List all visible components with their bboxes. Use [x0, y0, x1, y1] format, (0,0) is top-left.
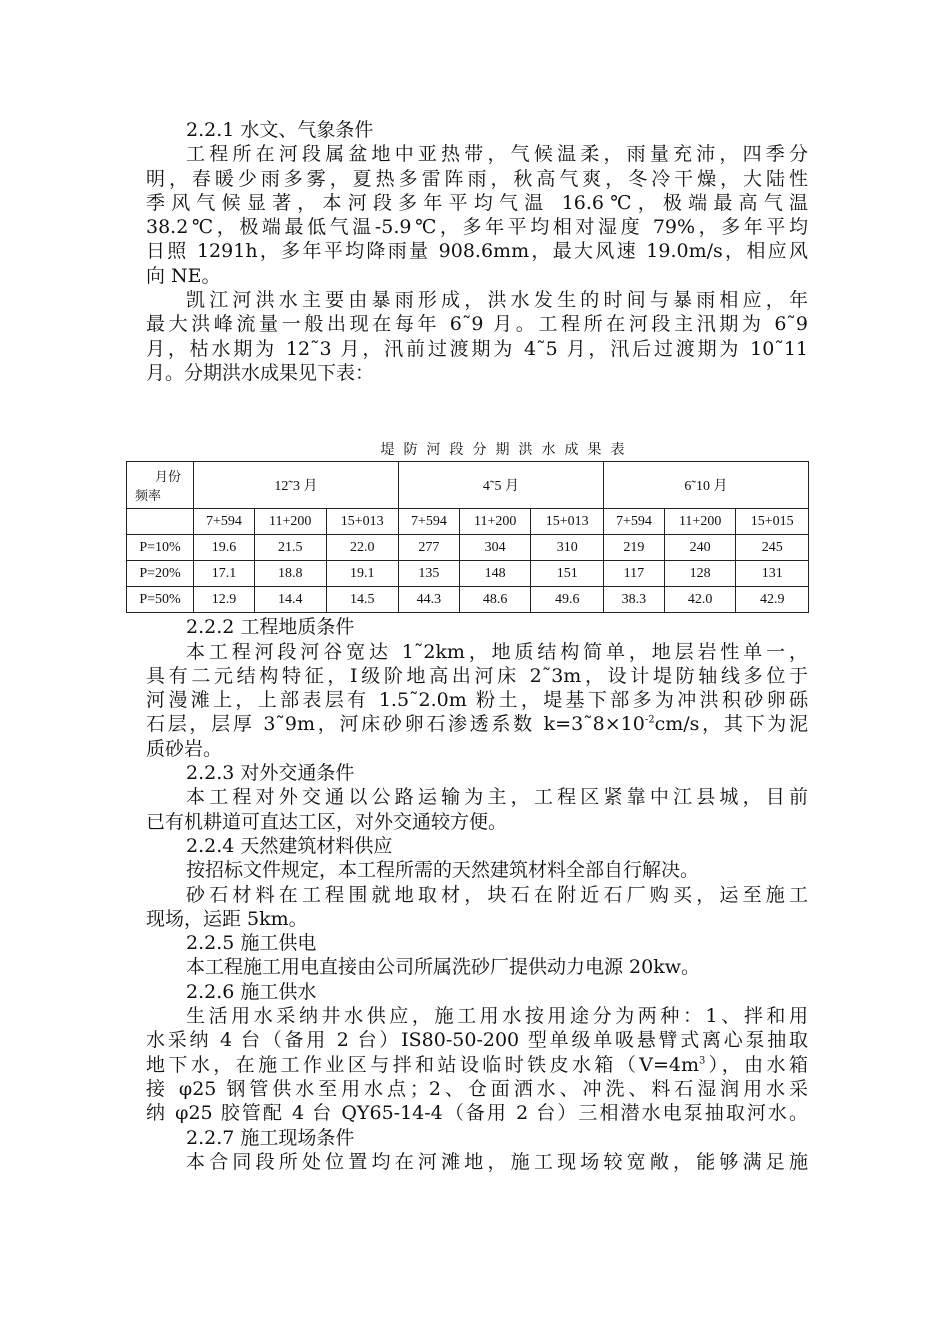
period-header: 4˜5 月	[398, 462, 603, 509]
table-cell: 310	[531, 535, 603, 561]
text-run: 地下水，在施工作业区与拌和站设临时铁皮水箱（V=4m	[146, 1053, 700, 1076]
table-cell: 17.1	[194, 561, 255, 587]
table-cell: 21.5	[254, 535, 326, 561]
paragraph-line: 本合同段所处位置均在河滩地，施工现场较宽敞，能够满足施	[186, 1150, 808, 1173]
paragraph-line: 月，枯水期为 12˜3 月，汛前过渡期为 4˜5 月，汛后过渡期为 10˜11	[146, 337, 808, 360]
text-run: ），由水箱	[705, 1053, 808, 1076]
table-cell: 135	[398, 561, 459, 587]
paragraph-line: 具有二元结构特征，Ⅰ级阶地高出河床 2˜3m，设计堤防轴线多位于	[146, 664, 808, 687]
station-header: 7+594	[398, 509, 459, 535]
table-cell: 48.6	[459, 587, 531, 613]
period-header: 12˜3 月	[194, 462, 399, 509]
frequency-label: P=10%	[127, 535, 194, 561]
table-row	[127, 587, 809, 613]
paragraph-line: 河漫滩上，上部表层有 1.5˜2.0m 粉土，堤基下部多为冲洪积砂卵砾	[146, 689, 808, 712]
text-run: cm/s，其下为泥	[654, 713, 808, 736]
table-cell: 128	[664, 561, 736, 587]
paragraph-line: 本工程对外交通以公路运输为主，工程区紧靠中江县城，目前	[186, 786, 808, 809]
table-cell: 240	[664, 535, 736, 561]
table-cell: 22.0	[326, 535, 398, 561]
table-corner-cell	[127, 462, 194, 509]
frequency-label: P=50%	[127, 587, 194, 613]
paragraph-line: 最大洪峰流量一般出现在每年 6˜9 月。工程所在河段主汛期为 6˜9	[146, 313, 808, 336]
paragraph-line: 明，春暖少雨多雾，夏热多雷阵雨，秋高气爽，冬冷干燥，大陆性	[146, 167, 808, 190]
superscript: -2	[644, 715, 655, 727]
table-cell: 131	[736, 561, 809, 587]
table-cell: 219	[603, 535, 664, 561]
table-cell: 38.3	[603, 587, 664, 613]
station-header: 15+013	[326, 509, 398, 535]
table-cell: 151	[531, 561, 603, 587]
paragraph-line	[146, 1053, 808, 1077]
station-header: 15+015	[736, 509, 809, 535]
station-header: 11+200	[664, 509, 736, 535]
paragraph-line: 生活用水采纳井水供应，施工用水按用途分为两种：1、拌和用	[186, 1005, 808, 1028]
station-header-row	[127, 509, 809, 535]
table-cell: 19.6	[194, 535, 255, 561]
paragraph-line: 月。分期洪水成果见下表：	[146, 361, 375, 384]
paragraph-line: 向 NE。	[146, 264, 221, 287]
table-cell: 277	[398, 535, 459, 561]
section-2-2-7-title: 2.2.7 施工现场条件	[186, 1126, 355, 1149]
table-cell: 12.9	[194, 587, 255, 613]
station-header: 11+200	[254, 509, 326, 535]
paragraph-line: 接 φ25 钢管供水至用水点；2、仓面洒水、冲洗、料石湿润用水采	[146, 1077, 808, 1100]
table-cell: 304	[459, 535, 531, 561]
paragraph-line: 按招标文件规定，本工程所需的天然建筑材料全部自行解决。	[186, 859, 700, 882]
table-cell: 117	[603, 561, 664, 587]
table-header-row	[127, 462, 809, 509]
corner-label-frequency: 频率	[135, 488, 162, 504]
table-cell: 148	[459, 561, 531, 587]
station-header: 11+200	[459, 509, 531, 535]
table-row	[127, 535, 809, 561]
station-header: 7+594	[194, 509, 255, 535]
paragraph-line: 日照 1291h，多年平均降雨量 908.6mm，最大风速 19.0m/s，相应风	[146, 240, 808, 263]
paragraph-line: 纳 φ25 胶管配 4 台 QY65-14-4（备用 2 台）三相潜水电泵抽取河水。	[146, 1102, 808, 1125]
paragraph-line: 38.2℃，极端最低气温-5.9℃，多年平均相对湿度 79%，多年平均	[146, 216, 808, 239]
table-cell: 245	[736, 535, 809, 561]
paragraph-line: 水采纳 4 台（备用 2 台）IS80-50-200 型单级单吸悬臂式离心泵抽取	[146, 1029, 808, 1052]
table-cell: 42.9	[736, 587, 809, 613]
section-2-2-3-title: 2.2.3 对外交通条件	[186, 762, 355, 785]
table-cell: 18.8	[254, 561, 326, 587]
section-2-2-2-title: 2.2.2 工程地质条件	[186, 616, 355, 639]
paragraph-line: 凯江河洪水主要由暴雨形成，洪水发生的时间与暴雨相应，年	[186, 289, 808, 312]
section-2-2-1-title: 2.2.1 水文、气象条件	[186, 119, 374, 141]
superscript: 3	[699, 1055, 706, 1067]
period-header: 6˜10 月	[603, 462, 808, 509]
table-cell: 14.4	[254, 587, 326, 613]
table-cell: 14.5	[326, 587, 398, 613]
paragraph-line: 本工程施工用电直接由公司所属洗砂厂提供动力电源 20kw。	[186, 956, 700, 979]
paragraph-line: 现场，运距 5km。	[146, 907, 308, 930]
frequency-label: P=20%	[127, 561, 194, 587]
document-page	[135, 118, 808, 1174]
section-2-2-4-title: 2.2.4 天然建筑材料供应	[186, 834, 393, 857]
text-run: 石层，层厚 3˜9m，河床砂卵石渗透系数 k=3˜8×10	[146, 713, 645, 736]
table-cell: 44.3	[398, 587, 459, 613]
station-header: 15+013	[531, 509, 603, 535]
section-2-2-6-title: 2.2.6 施工供水	[186, 980, 317, 1003]
paragraph-line	[146, 712, 808, 736]
flood-results-table	[126, 461, 809, 613]
paragraph-line: 砂石材料在工程围就地取材，块石在附近石厂购买，运至施工	[186, 883, 808, 906]
table-row	[127, 561, 809, 587]
paragraph-line: 已有机耕道可直达工区，对外交通较方便。	[146, 810, 508, 833]
table-caption: 堤防河段分期洪水成果表	[380, 442, 634, 459]
table-cell: 42.0	[664, 587, 736, 613]
section-2-2-5-title: 2.2.5 施工供电	[186, 932, 317, 955]
corner-label-month: 月份	[154, 469, 181, 485]
paragraph-line: 工程所在河段属盆地中亚热带，气候温柔，雨量充沛，四季分	[186, 143, 808, 166]
station-header: 7+594	[603, 509, 664, 535]
paragraph-line: 本工程河段河谷宽达 1˜2km，地质结构简单，地层岩性单一，	[186, 640, 808, 663]
paragraph-line: 质砂岩。	[146, 737, 223, 760]
table-cell: 49.6	[531, 587, 603, 613]
table-cell: 19.1	[326, 561, 398, 587]
paragraph-line: 季风气候显著，本河段多年平均气温 16.6℃，极端最高气温	[146, 191, 808, 214]
empty-cell	[127, 509, 194, 535]
